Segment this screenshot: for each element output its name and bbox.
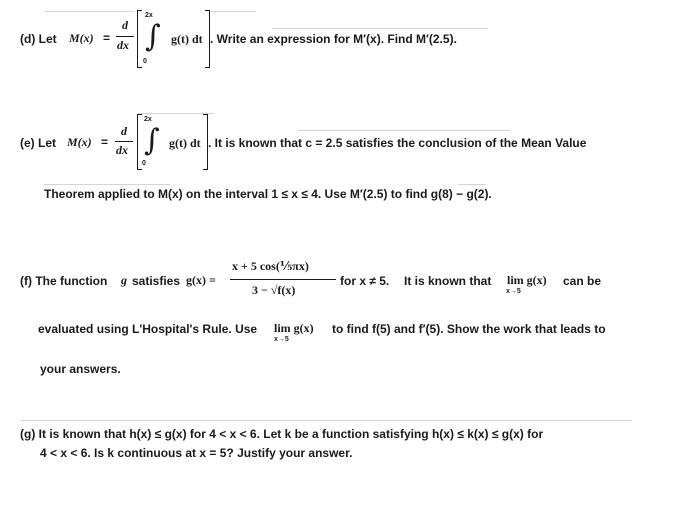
part-e-d-numerator: d: [121, 124, 127, 138]
part-e-line2: Theorem applied to M(x) on the interval 1 ≤ x ≤ 4. Use M′(2.5) to find g(8) − g(2).: [44, 187, 492, 201]
part-f-line2-end: to find f(5) and f′(5). Show the work that leads to: [332, 322, 606, 336]
part-d-text: . Write an expression for M′(x). Find M′(2.5).: [210, 32, 457, 46]
left-bracket: [137, 10, 142, 68]
part-f-lim2: lim g(x): [274, 321, 314, 335]
part-f-numerator: x + 5 cos(⅕πx): [232, 259, 309, 273]
part-f-known-text: It is known that: [404, 274, 492, 288]
part-d-equals: =: [103, 31, 111, 45]
part-e-label: (e) Let: [20, 136, 56, 150]
part-d-integrand: g(t) dt: [171, 32, 203, 46]
part-e-upper-limit: 2x: [144, 116, 152, 123]
part-f-line3: your answers.: [40, 362, 121, 376]
part-f-lim-sub: x→5: [506, 288, 521, 295]
integral-sign: ∫: [145, 19, 161, 54]
part-e-function: M(x): [67, 135, 92, 149]
rule-line: [210, 11, 256, 12]
rule-line: [44, 184, 170, 185]
part-d-d-denominator: dx: [117, 38, 129, 52]
integral-sign: ∫: [144, 123, 160, 158]
rule-line: [20, 420, 632, 421]
part-e-lower-limit: 0: [142, 160, 146, 167]
rule-line: [458, 184, 486, 185]
part-f-label: (f) The function: [20, 274, 108, 288]
part-d-lower-limit: 0: [143, 58, 147, 65]
part-e-d-denominator: dx: [116, 143, 128, 157]
part-e-equals: =: [101, 135, 109, 149]
fraction-bar: [115, 141, 133, 142]
fraction-bar: [116, 36, 134, 37]
rule-line: [298, 130, 510, 131]
part-f-lim: lim g(x): [507, 273, 547, 287]
part-f-can-be: can be: [563, 274, 602, 288]
part-e-integrand: g(t) dt: [169, 136, 201, 150]
part-d-label: (d) Let: [20, 32, 57, 46]
part-f-g-of-x: g(x) =: [186, 273, 216, 287]
part-g-line2: 4 < x < 6. Is k continuous at x = 5? Justify your answer.: [40, 446, 353, 460]
rule-line: [44, 11, 134, 12]
part-d-upper-limit: 2x: [145, 12, 153, 19]
part-f-satisfies: satisfies: [132, 274, 181, 288]
rule-line: [272, 28, 488, 29]
part-f-lim2-sub: x→5: [274, 336, 289, 343]
part-e-text: . It is known that c = 2.5 satisfies the conclusion of the Mean Value: [208, 136, 587, 150]
part-d-function: M(x): [69, 31, 94, 45]
part-g-line1: (g) It is known that h(x) ≤ g(x) for 4 < x < 6. Let k be a function satisfying h(x) ≤ k(x) ≤ g(x) for: [20, 427, 544, 441]
part-f-denominator: 3 − √f(x): [252, 283, 296, 297]
part-f-line2-start: evaluated using L'Hospital's Rule. Use: [38, 322, 258, 336]
part-f-condition: for x ≠ 5.: [340, 274, 390, 288]
fraction-bar: [230, 279, 336, 280]
part-f-g-name: g: [121, 273, 127, 287]
part-d-d-numerator: d: [122, 18, 128, 32]
